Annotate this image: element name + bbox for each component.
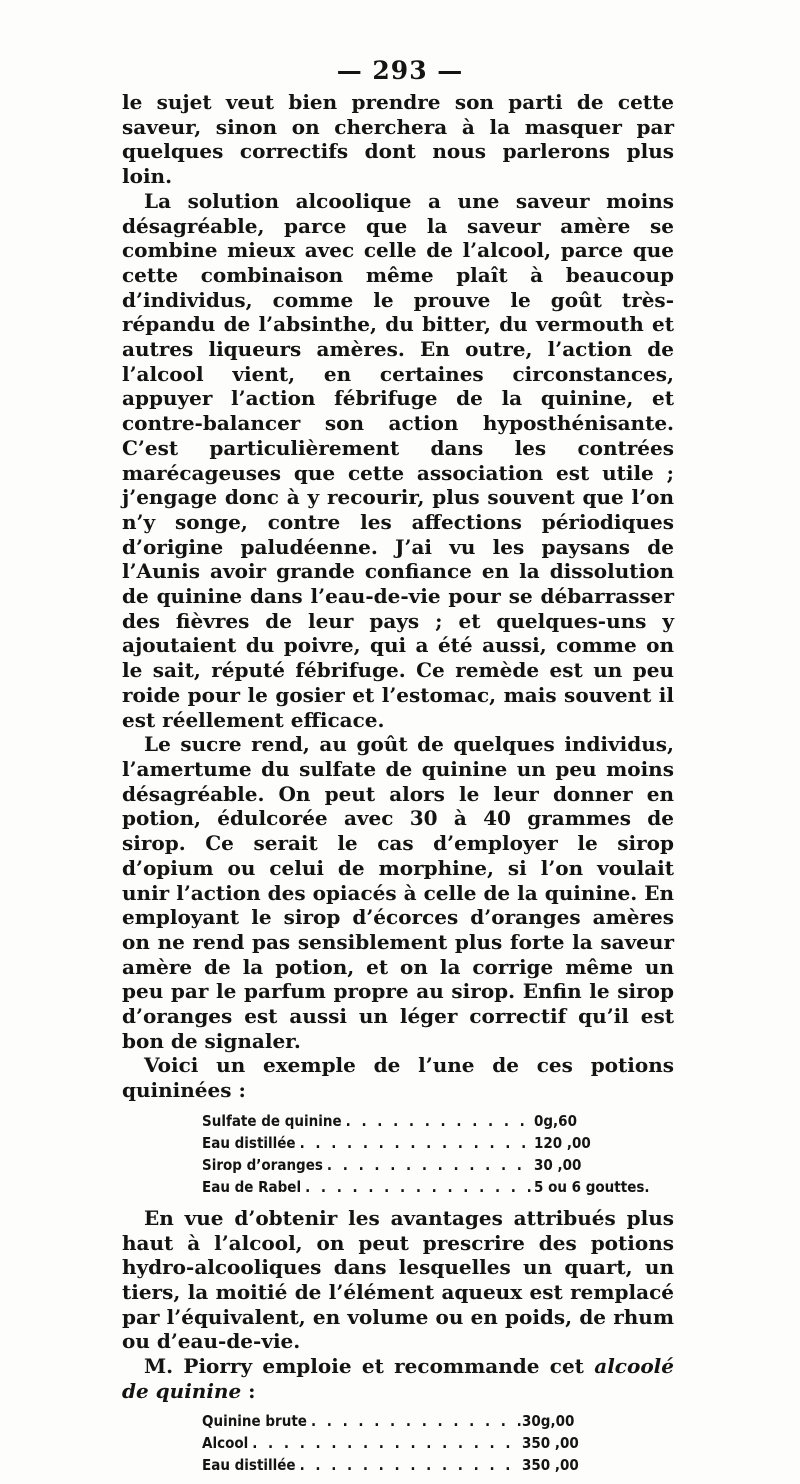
leader-dots <box>301 1176 534 1198</box>
ingredient-quantity: 0g,60 <box>534 1111 577 1130</box>
leader-dots <box>248 1432 522 1454</box>
ingredient-quantity: 5 ou 6 gouttes. <box>534 1177 650 1196</box>
recipe-row <box>202 1132 654 1154</box>
ingredient-quantity: 30 ,00 <box>534 1155 582 1174</box>
ingredient-quantity: 350 ,00 <box>522 1434 579 1453</box>
recipe-quinine-potion <box>202 1110 654 1198</box>
paragraph-2: La solution alcoolique a une saveur moins désagréable, parce que la saveur amère se combine mieux avec celle de l’alcool, parce que cette combinaison même plaît à beaucoup d’individus, comme le prouve le goût très-répandu de l’absinthe, du bitter, du vermouth et autres liqueurs amères. En outre, l’action de l’alcool vient, en certaines circonstances, appuyer l’action fébrifuge de la quinine, et contre-balancer son action hyposthénisante. C’est particulièrement dans les contrées marécageuses que cette association est utile ; j’engage donc à y recourir, plus souvent que l’on n’y songe, contre les affections périodiques d’origine paludéenne. J’ai vu les paysans de l’Aunis avoir grande confiance en la dissolution de quinine dans l’eau-de-vie pour se débarrasser des fièvres de leur pays ; et quelques-uns y ajoutaient du poivre, qui a été aussi, comme on le sait, réputé fébrifuge. Ce remède est un peu roide pour le gosier et l’estomac, mais souvent il est réellement efficace. <box>122 188 674 732</box>
ingredient-name: Eau de Rabel <box>202 1177 302 1196</box>
paragraph-4: Voici un exemple de l’une de ces potions quininées : <box>122 1053 674 1103</box>
ingredient-name: Alcool <box>202 1434 249 1453</box>
ingredient-name: Sirop d’oranges <box>202 1155 323 1174</box>
page-body <box>122 90 674 1484</box>
recipe-row <box>202 1432 602 1454</box>
recipe-row <box>202 1110 654 1132</box>
ingredient-name: Eau distillée <box>202 1133 296 1152</box>
ingredient-name: Sulfate de quinine <box>202 1111 342 1130</box>
ingredient-quantity: 350 ,00 <box>522 1456 579 1475</box>
paragraph-6 <box>122 1354 674 1403</box>
page-number: — 293 — <box>336 56 464 85</box>
ingredient-quantity: 120 ,00 <box>534 1133 591 1152</box>
leader-dots <box>296 1132 534 1154</box>
recipe-row <box>202 1454 602 1476</box>
leader-dots <box>342 1110 534 1132</box>
paragraph-6-intro: M. Piorry emploie et recommande cet <box>144 1354 584 1379</box>
ingredient-name: Quinine brute <box>202 1412 307 1431</box>
paragraph-6-end: : <box>241 1378 256 1403</box>
paragraph-1: le sujet veut bien prendre son parti de cette saveur, sinon on cherchera à la masquer par quelques correctifs dont nous parlerons plus loin. <box>122 90 674 189</box>
paragraph-6-italic: alcoolé de quinine <box>122 1354 674 1403</box>
leader-dots <box>296 1454 522 1476</box>
ingredient-quantity: 30g,00 <box>522 1412 575 1431</box>
recipe-row <box>202 1410 602 1432</box>
paragraph-5: En vue d’obtenir les avantages attribués plus haut à l’alcool, on peut prescrire des potions hydro-alcooliques dans lesquelles un quart, un tiers, la moitié de l’élément aqueux est remplacé par l’équivalent, en volume ou en poids, de rhum ou d’eau-de-vie. <box>122 1205 674 1354</box>
recipe-row <box>202 1176 654 1198</box>
ingredient-name: Eau distillée <box>202 1456 296 1475</box>
leader-dots <box>323 1154 534 1176</box>
leader-dots <box>307 1410 522 1432</box>
recipe-alcoole-de-quinine <box>202 1410 602 1476</box>
recipe-row <box>202 1154 654 1176</box>
paragraph-3: Le sucre rend, au goût de quelques individus, l’amertume du sulfate de quinine un peu moins désagréable. On peut alors le leur donner en potion, édulcorée avec 30 à 40 grammes de sirop. Ce serait le cas d’employer le sirop d’opium ou celui de morphine, si l’on voulait unir l’action des opiacés à celle de la quinine. En employant le sirop d’écorces d’oranges amères on ne rend pas sensiblement plus forte la saveur amère de la potion, et on la corrige même un peu par le parfum propre au sirop. Enfin le sirop d’oranges est aussi un léger correctif qu’il est bon de signaler. <box>122 732 674 1053</box>
